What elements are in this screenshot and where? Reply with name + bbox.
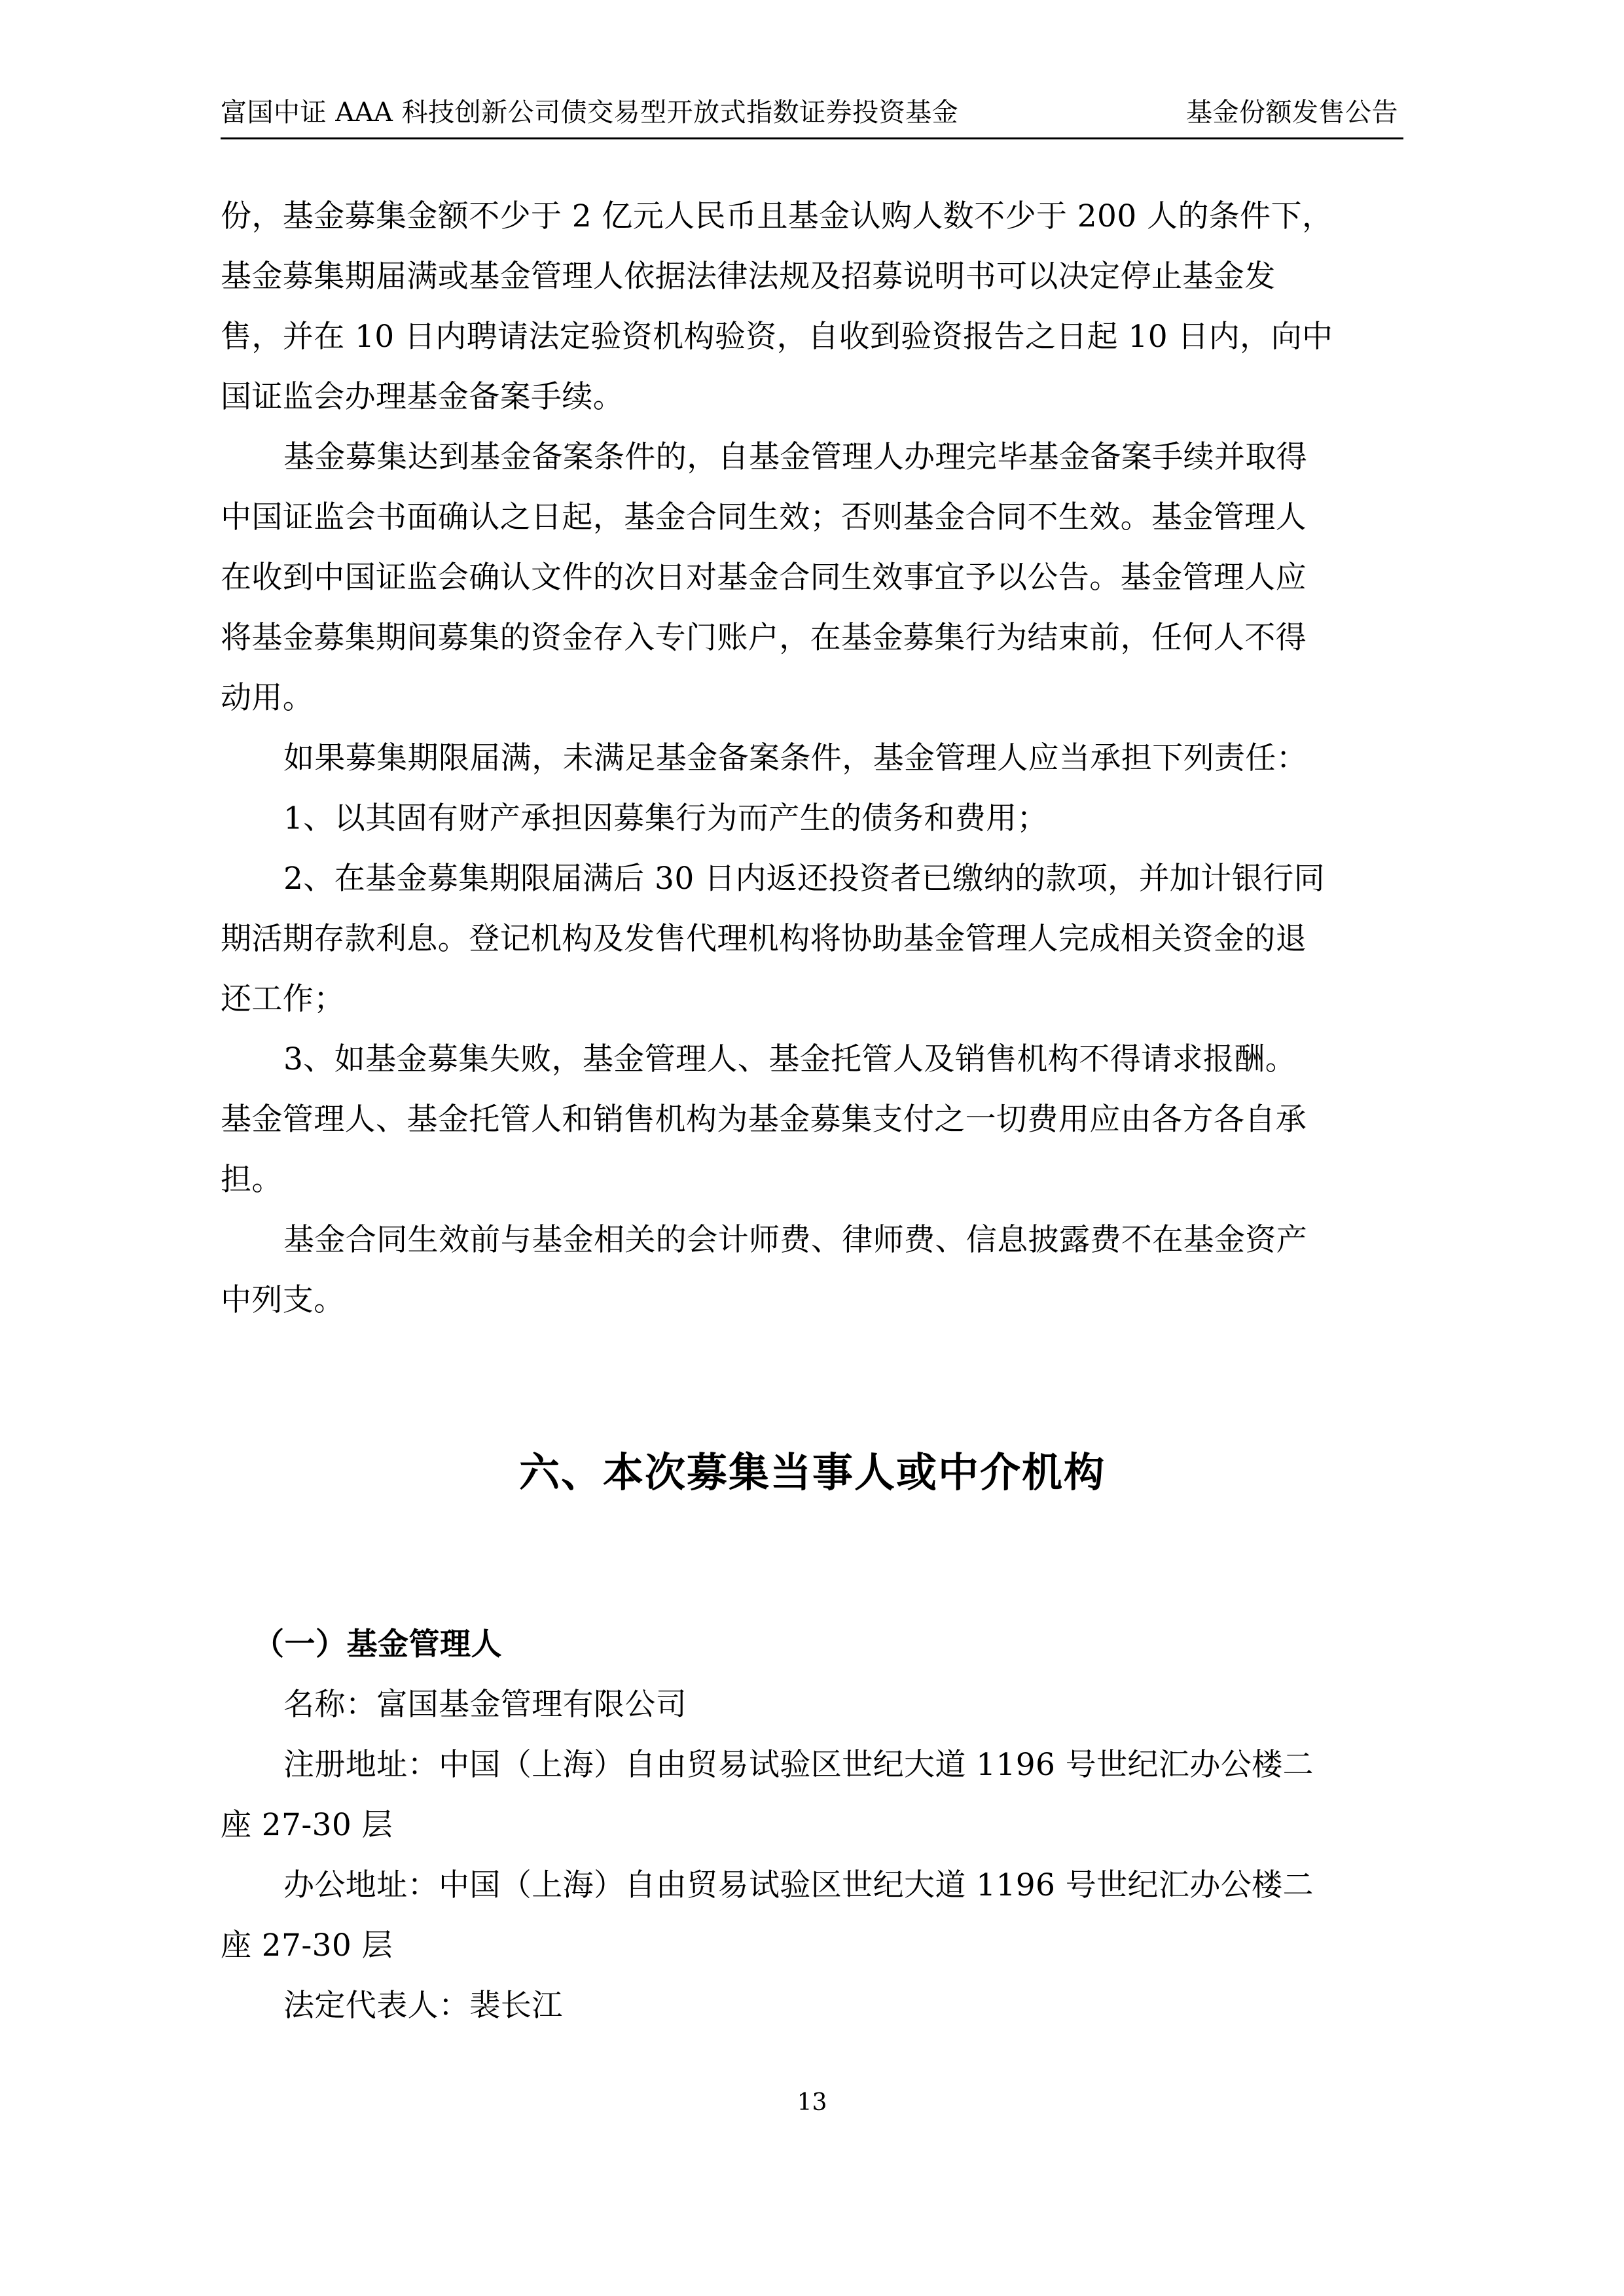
registered-address-line-2: 座 27-30 层 [221, 1806, 393, 1843]
paragraph-3: 如果募集期限届满，未满足基金备案条件，基金管理人应当承担下列责任： [283, 740, 1308, 776]
paragraph-4-line-2: 中列支。 [221, 1282, 345, 1318]
paragraph-1-line-1: 份，基金募集金额不少于 2 亿元人民币且基金认购人数不少于 200 人的条件下， [221, 198, 1333, 234]
paragraph-1-line-3: 售，并在 10 日内聘请法定验资机构验资，自收到验资报告之日起 10 日内，向中 [221, 319, 1333, 355]
list-item-1: 1、以其固有财产承担因募集行为而产生的债务和费用； [283, 800, 1048, 836]
registered-address-line-1: 注册地址：中国（上海）自由贸易试验区世纪大道 1196 号世纪汇办公楼二 [283, 1746, 1314, 1783]
paragraph-2-line-1: 基金募集达到基金备案条件的，自基金管理人办理完毕基金备案手续并取得 [283, 439, 1308, 475]
document-body [221, 187, 1404, 2036]
legal-representative: 法定代表人：裴长江 [283, 1987, 563, 2024]
paragraph-2-line-5: 动用。 [221, 680, 314, 716]
paragraph-2-line-3: 在收到中国证监会确认文件的次日对基金合同生效事宜予以公告。基金管理人应 [221, 560, 1307, 596]
paragraph-1-line-4: 国证监会办理基金备案手续。 [221, 379, 624, 415]
paragraph-2-line-2: 中国证监会书面确认之日起，基金合同生效；否则基金合同不生效。基金管理人 [221, 499, 1307, 535]
list-item-2-line-1: 2、在基金募集期限届满后 30 日内返还投资者已缴纳的款项，并加计银行同 [283, 861, 1325, 897]
subsection-one-heading: （一）基金管理人 [253, 1626, 502, 1662]
heading-spacer [221, 1498, 1404, 1615]
list-item-3-line-2: 基金管理人、基金托管人和销售机构为基金募集支付之一切费用应由各方各自承 [221, 1102, 1307, 1138]
list-item-3-line-3: 担。 [221, 1162, 283, 1198]
header-document-type: 基金份额发售公告 [1186, 98, 1398, 128]
header-fund-name: 富国中证 AAA 科技创新公司债交易型开放式指数证券投资基金 [221, 98, 959, 128]
running-header [221, 98, 1403, 139]
paragraph-2-line-4: 将基金募集期间募集的资金存入专门账户，在基金募集行为结束前，任何人不得 [221, 620, 1307, 656]
list-item-2-line-2: 期活期存款利息。登记机构及发售代理机构将协助基金管理人完成相关资金的退 [221, 921, 1307, 957]
fund-manager-name: 名称：富国基金管理有限公司 [283, 1686, 687, 1723]
paragraph-1-line-2: 基金募集期届满或基金管理人依据法律法规及招募说明书可以决定停止基金发 [221, 259, 1276, 295]
section-spacer [221, 1331, 1404, 1447]
section-six-heading: 六、本次募集当事人或中介机构 [518, 1448, 1106, 1496]
page-number: 13 [797, 2089, 827, 2116]
paragraph-4-line-1: 基金合同生效前与基金相关的会计师费、律师费、信息披露费不在基金资产 [283, 1222, 1308, 1258]
list-item-3-line-1: 3、如基金募集失败，基金管理人、基金托管人及销售机构不得请求报酬。 [283, 1041, 1297, 1077]
list-item-2-line-3: 还工作； [221, 981, 345, 1017]
office-address-line-2: 座 27-30 层 [221, 1927, 393, 1964]
office-address-line-1: 办公地址：中国（上海）自由贸易试验区世纪大道 1196 号世纪汇办公楼二 [283, 1867, 1314, 1903]
